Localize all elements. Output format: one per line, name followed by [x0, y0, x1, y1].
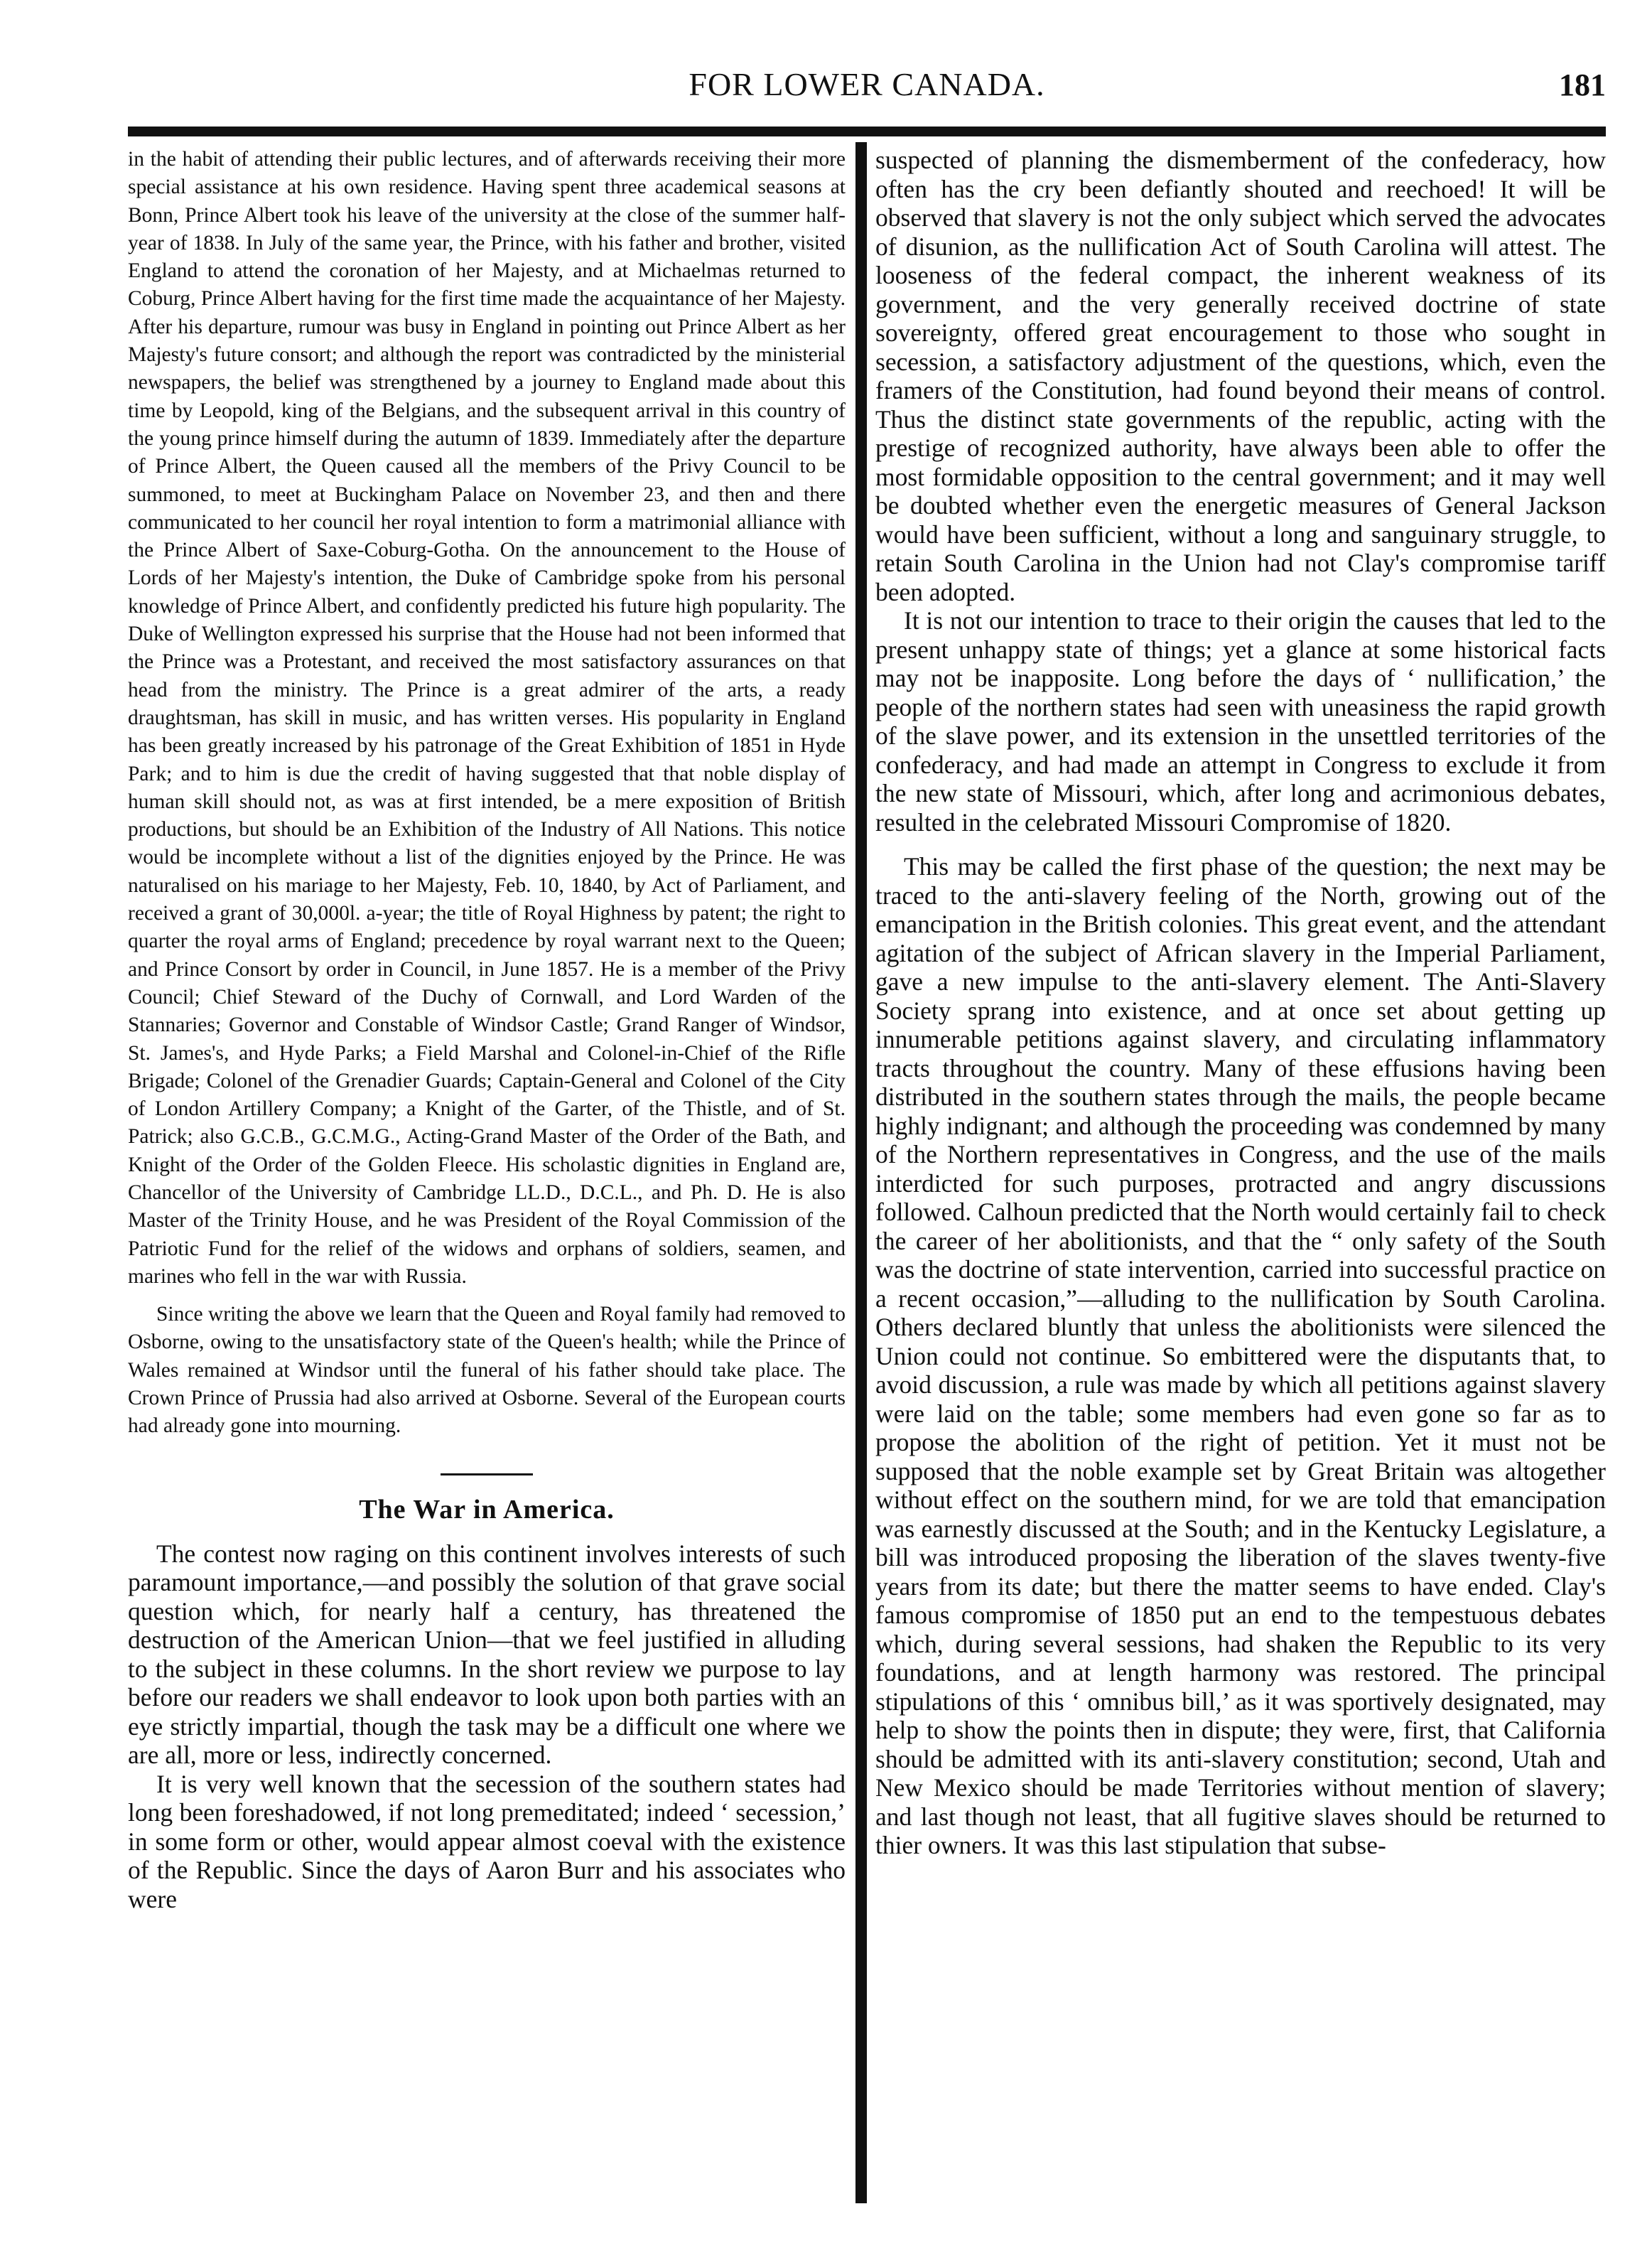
left-column — [128, 146, 846, 2207]
column-divider — [855, 142, 867, 2203]
header-rule — [128, 127, 1606, 136]
article-paragraph: This may be called the first phase of the question; the next may be traced to the anti-slavery feeling of the North, growing out of the emancipation in the British colonies. This great event, and the attendant agitation of the subject of African slavery in the Imperial Parliament, gave a new impulse to the anti-slavery element. The Anti-Slavery Society sprang into existence, and at once set about getting up innumerable petitions against slavery, and circulating inflammatory tracts throughout the country. Many of these effusions having been distributed in the southern states through the mails, the people became highly indignant; and although the proceeding was condemned by many of the Northern representatives in Congress, and the use of the mails interdicted for such purposes, protracted and angry discussions followed. Calhoun predicted that the North would certainly fail to check the career of her abolitionists, and that the “ only safety of the South was the doctrine of state intervention, carried into successful practice on a recent occasion,”—alluding to the nullification by South Carolina. Others declared bluntly that unless the abolitionists were silenced the Union could not continue. So embittered were the disputants that, to avoid discussion, a rule was made by which all petitions against slavery were laid on the table; some members had even gone so far as to propose the abolition of the right of petition. Yet it must not be supposed that the noble example set by Great Britain was altogether without effect on the southern mind, for we are told that emancipation was earnestly discussed at the South; and in the Kentucky Legislature, a bill was introduced proposing the liberation of the slaves twenty-five years from its date; but there the matter seems to have ended. Clay's famous compromise of 1850 put an end to the tempestuous debates which, during several sessions, had shaken the Republic to its very foundations, and at length harmony was restored. The principal stipulations of this ‘ omnibus bill,’ as it was sportively designated, may help to show the points then in dispute; they were, first, that California should be admitted with its anti-slavery constitution; second, Utah and New Mexico should be made Territories without mention of slavery; and last though not least, that all fugitive slaves should be returned to thier owners. It was this last stipulation that subse- — [875, 852, 1606, 1859]
article-paragraph: The contest now raging on this continent involves interests of such paramount importance,—and possibly the solution of that grave social question which, for nearly half a century, has threatened the destruction of the American Union—that we feel justified in alluding to the subject in these columns. In the short review we purpose to lay before our readers we shall endeavor to look upon both parties with an eye strictly impartial, though the task may be a difficult one where we are all, more or less, indirectly concerned. — [128, 1539, 846, 1770]
article-paragraph: It is very well known that the secession of the southern states had long been foreshadowed, if not long premeditated; indeed ‘ secession,’ in some form or other, would appear almost coeval with the existence of the Republic. Since the days of Aaron Burr and his associates who were — [128, 1769, 846, 1913]
running-head: FOR LOWER CANADA. — [689, 66, 1045, 102]
page-number: 181 — [1559, 68, 1606, 102]
page-header — [128, 65, 1606, 115]
right-column — [875, 146, 1606, 2207]
article-paragraph: It is not our intention to trace to their origin the causes that led to the present unhappy state of things; yet a glance at some historical facts may not be inapposite. Long before the days of ‘ nullification,’ the people of the northern states had seen with uneasiness the rapid growth of the slave power, and its extension in the unsettled territories of the confederacy, and had made an attempt in Congress to exclude it from the new state of Missouri, which, after long and acrimonious debates, resulted in the celebrated Missouri Compromise of 1820. — [875, 606, 1606, 837]
section-divider — [441, 1473, 533, 1475]
article-paragraph: Since writing the above we learn that the Queen and Royal family had removed to Osborne, owing to the unsatisfactory state of the Queen's health; while the Prince of Wales remained at Windsor until the funeral of his father should take place. The Crown Prince of Prussia had also arrived at Osborne. Several of the European courts had already gone into mourning. — [128, 1303, 846, 1438]
section-heading: The War in America. — [359, 1494, 615, 1525]
article-paragraph: suspected of planning the dismemberment of the confederacy, how often has the cry been defiantly shouted and reechoed! It will be observed that slavery is not the only subject which served the advocates of disunion, as the nullification Act of South Carolina will attest. The looseness of the federal compact, the inherent weakness of its government, and the very generally received doctrine of state sovereignty, offered great encouragement to those who sought in secession, a satisfactory adjustment of the questions, which, even the framers of the Constitution, had found beyond their means of control. Thus the distinct state governments of the republic, acting with the prestige of recognized authority, have always been able to offer the most formidable opposition to the central government; and it may well be doubted whether even the energetic measures of General Jackson would have been sufficient, without a long and sanguinary struggle, to retain South Carolina in the Union had not Clay's compromise tariff been adopted. — [875, 146, 1606, 606]
article-paragraph: in the habit of attending their public lectures, and of afterwards receiving their more special assistance at his own residence. Having spent three academical seasons at Bonn, Prince Albert took his leave of the university at the close of the summer half-year of 1838. In July of the same year, the Prince, with his father and brother, visited England to attend the coronation of her Majesty, and at Michaelmas returned to Coburg, Prince Albert having for the first time made the acquaintance of her Majesty. After his departure, rumour was busy in England in pointing out Prince Albert as her Majesty's future consort; and although the report was contradicted by the ministerial newspapers, the belief was strengthened by a journey to England made about this time by Leopold, king of the Belgians, and the subsequent arrival in this country of the young prince himself during the autumn of 1839. Immediately after the departure of Prince Albert, the Queen caused all the members of the Privy Council to be summoned, to meet at Buckingham Palace on November 23, and then and there communicated to her council her royal intention to form a matrimonial alliance with the Prince Albert of Saxe-Coburg-Gotha. On the announcement to the House of Lords of her Majesty's intention, the Duke of Cambridge spoke from his personal knowledge of Prince Albert, and confidently predicted his future high popularity. The Duke of Wellington expressed his surprise that the House had not been informed that the Prince was a Protestant, and received the most satisfactory assurances on that head from the ministry. The Prince is a great admirer of the arts, a ready draughtsman, has skill in music, and has written verses. His popularity in England has been greatly increased by his patronage of the Great Exhibition of 1851 in Hyde Park; and to him is due the credit of having suggested that that noble display of human skill should not, as was at first intended, be a mere exposition of British productions, but should be an Exhibition of the Industry of All Nations. This notice would be incomplete without a list of the dignities enjoyed by the Prince. He was naturalised on his mariage to her Majesty, Feb. 10, 1840, by Act of Parliament, and received a grant of 30,000l. a-year; the title of Royal Highness by patent; the right to quarter the royal arms of England; precedence by royal warrant next to the Queen; and Prince Consort by order in Council, in June 1857. He is a member of the Privy Council; Chief Steward of the Duchy of Cornwall, and Lord Warden of the Stannaries; Governor and Constable of Windsor Castle; Grand Ranger of Windsor, St. James's, and Hyde Parks; a Field Marshal and Colonel-in-Chief of the Rifle Brigade; Colonel of the Grenadier Guards; Captain-General and Colonel of the City of London Artillery Company; a Knight of the Garter, of the Thistle, and of St. Patrick; also G.C.B., G.C.M.G., Acting-Grand Master of the Order of the Bath, and Knight of the Order of the Golden Fleece. His scholastic dignities in England are, Chancellor of the University of Cambridge LL.D., D.C.L., and Ph. D. He is also Master of the Trinity House, and he was President of the Royal Commission of the Patriotic Fund for the relief of the widows and orphans of soldiers, seamen, and marines who fell in the war with Russia. — [128, 148, 846, 1288]
